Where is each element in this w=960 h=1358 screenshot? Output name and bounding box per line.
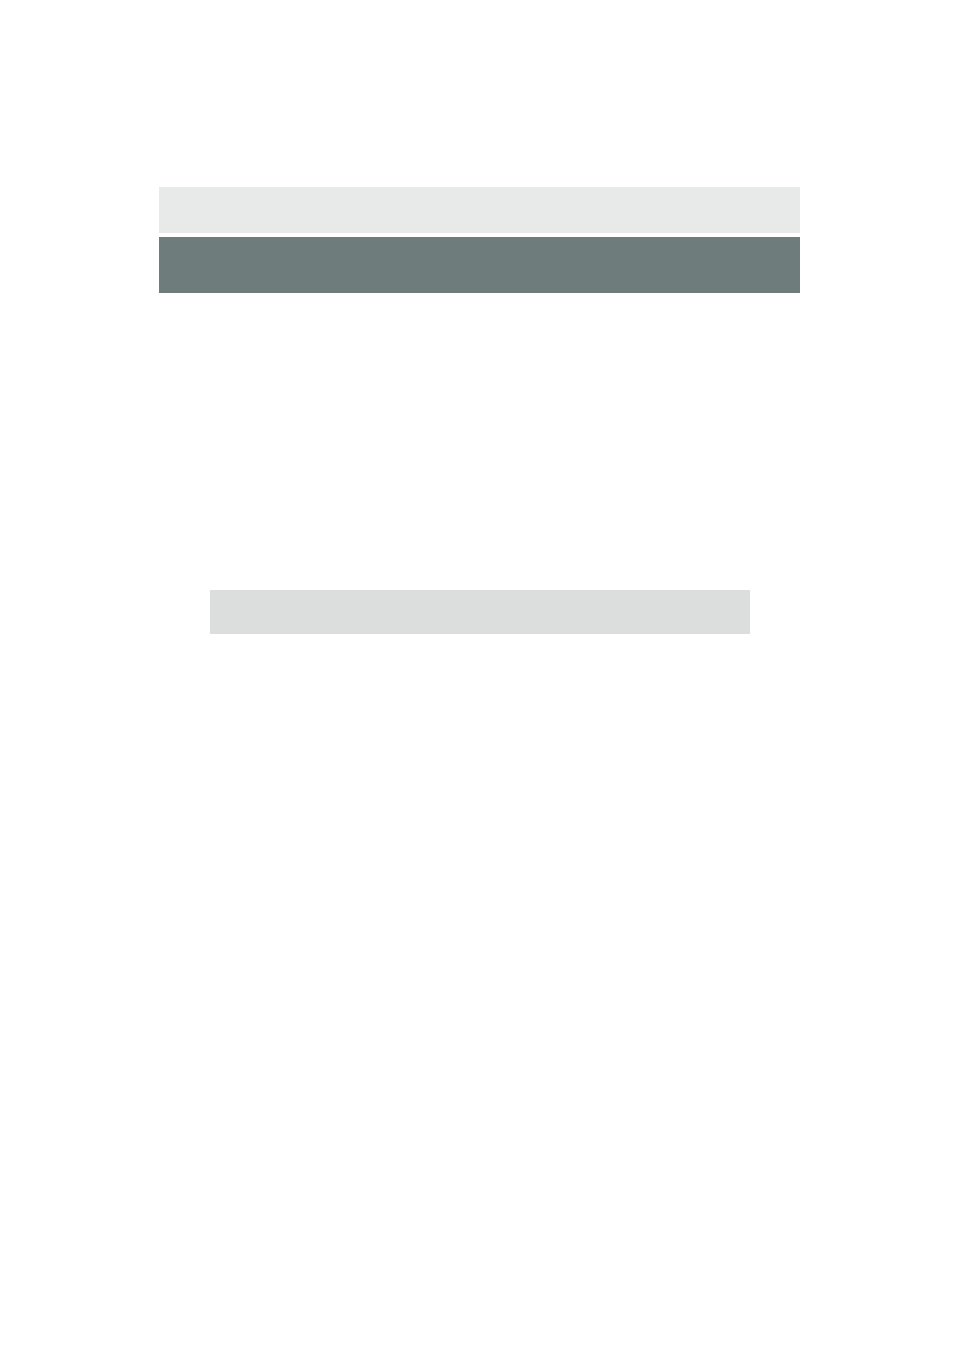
header-band: [159, 237, 800, 293]
page-header: [159, 187, 800, 233]
section-box: [210, 590, 750, 634]
